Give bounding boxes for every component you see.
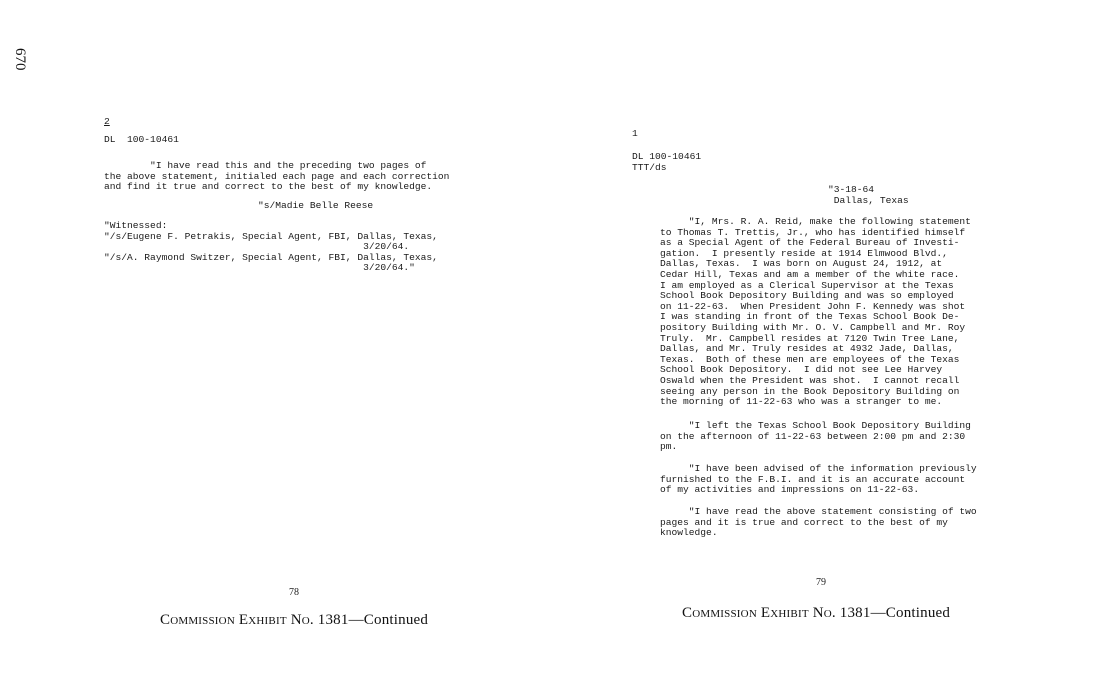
left-page-number: 2 xyxy=(104,116,110,127)
left-file-number: DL 100-10461 xyxy=(104,134,179,145)
statement-place: Dallas, Texas xyxy=(828,195,909,206)
text-line: pm. xyxy=(660,441,678,453)
witnessed-label: "Witnessed: xyxy=(104,220,168,231)
witness-block xyxy=(104,221,438,274)
caption-number: 1381 xyxy=(839,605,871,621)
text-line: Dallas, and Mr. Truly resides at 4932 Jade, Dallas, xyxy=(660,343,954,355)
statement-paragraph-4 xyxy=(660,507,977,539)
caption-prefix: Commission Exhibit No. xyxy=(682,605,836,621)
right-caption xyxy=(682,605,950,622)
text-line: "I have been advised of the information previously xyxy=(660,463,977,474)
caption-number: 1381 xyxy=(317,612,349,628)
text-line: Truly. Mr. Campbell resides at 7120 Twin Tree Lane, xyxy=(660,332,960,344)
caption-prefix: Commission Exhibit No. xyxy=(160,612,314,628)
text-line: pages and it is true and correct to the best of my xyxy=(660,516,948,528)
text-line: on 11-22-63. When President John F. Kennedy was shot xyxy=(660,300,966,312)
text-line: the morning of 11-22-63 who was a stranger to me. xyxy=(660,396,943,408)
left-paragraph xyxy=(104,161,449,193)
text-line: Cedar Hill, Texas and am a member of the white race. xyxy=(660,268,960,280)
left-caption xyxy=(160,612,428,629)
text-line: School Book Depository Building and was so employed xyxy=(660,290,954,302)
right-initials: TTT/ds xyxy=(632,162,667,173)
right-folio: 79 xyxy=(816,577,826,588)
text-line: seeing any person in the Book Depository Building on xyxy=(660,385,960,397)
text-line: "I have read the above statement consisting of two xyxy=(660,506,977,517)
statement-paragraph-2 xyxy=(660,421,971,453)
text-line: pository Building with Mr. O. V. Campbell and Mr. Roy xyxy=(660,321,966,333)
left-signature: "s/Madie Belle Reese xyxy=(258,200,374,211)
right-page-number: 1 xyxy=(632,128,638,139)
text-line: of my activities and impressions on 11-22-63. xyxy=(660,484,920,496)
text-line: I was standing in front of the Texas School Book De- xyxy=(660,311,960,323)
text-line: "I have read this and the preceding two pages of xyxy=(104,160,427,171)
text-line: the above statement, initialed each page and each correction xyxy=(104,170,450,182)
caption-suffix: —Continued xyxy=(870,605,951,621)
text-line: Oswald when the President was shot. I cannot recall xyxy=(660,374,960,386)
text-line: as a Special Agent of the Federal Bureau of Investi- xyxy=(660,237,960,249)
witness-2-date: 3/20/64." xyxy=(104,262,415,274)
witness-1-date: 3/20/64. xyxy=(104,241,410,253)
text-line: Dallas, Texas. I was born on August 24, 1912, at xyxy=(660,258,943,270)
text-line: School Book Depository. I did not see Lee Harvey xyxy=(660,364,943,376)
text-line: knowledge. xyxy=(660,527,718,539)
caption-suffix: —Continued xyxy=(348,612,429,628)
text-line: Texas. Both of these men are employees of the Texas xyxy=(660,353,960,365)
witness-2: "/s/A. Raymond Switzer, Special Agent, FBI, Dallas, Texas, xyxy=(104,251,438,263)
text-line: and find it true and correct to the best of my knowledge. xyxy=(104,181,433,193)
right-file-number: DL 100-10461 xyxy=(632,151,702,162)
witness-1: "/s/Eugene F. Petrakis, Special Agent, FBI, Dallas, Texas, xyxy=(104,230,438,242)
text-line: gation. I presently reside at 1914 Elmwood Blvd., xyxy=(660,247,948,259)
left-folio: 78 xyxy=(289,587,299,598)
text-line: "I, Mrs. R. A. Reid, make the following statement xyxy=(660,216,971,227)
text-line: "I left the Texas School Book Depository Building xyxy=(660,420,971,431)
text-line: on the afternoon of 11-22-63 between 2:00 pm and 2:30 xyxy=(660,430,966,442)
text-line: to Thomas T. Trettis, Jr., who has identified himself xyxy=(660,226,966,238)
side-page-number: 670 xyxy=(12,48,28,71)
text-line: furnished to the F.B.I. and it is an accurate account xyxy=(660,473,966,485)
statement-paragraph-1 xyxy=(660,217,971,408)
statement-date: "3-18-64 xyxy=(828,184,875,195)
statement-paragraph-3 xyxy=(660,464,977,496)
text-line: I am employed as a Clerical Supervisor at the Texas xyxy=(660,279,954,291)
